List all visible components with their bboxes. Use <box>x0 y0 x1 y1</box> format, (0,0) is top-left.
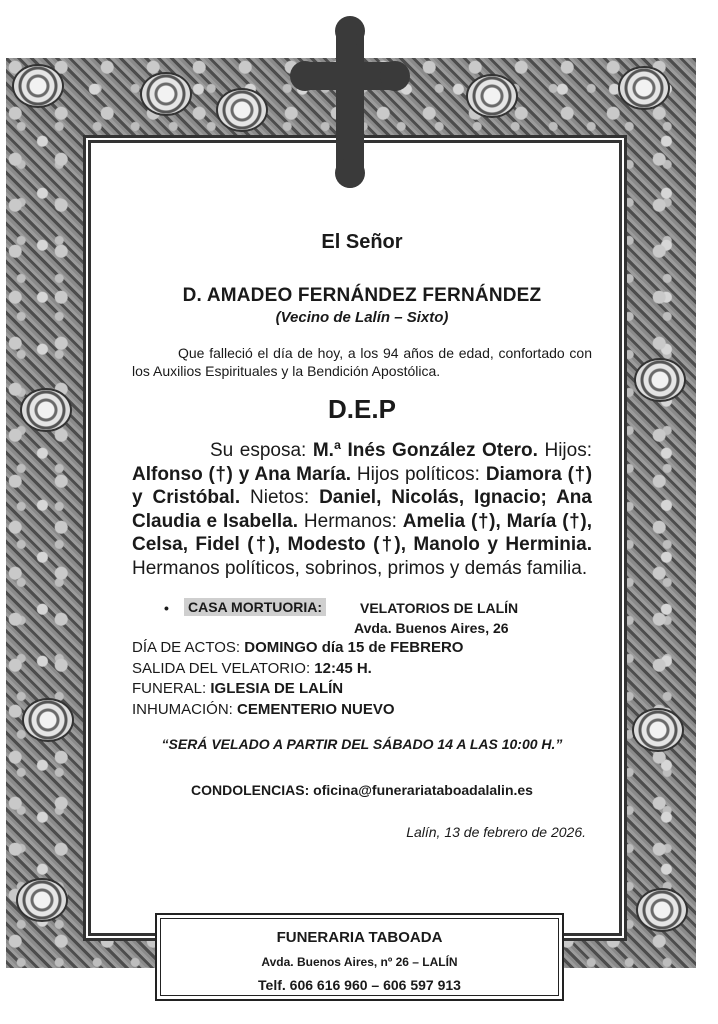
siblings-names: Amelia (†), María (†), Celsa, Fidel (†), Modesto (†), Manolo y Herminia. <box>132 510 592 555</box>
rose-ornament <box>466 74 518 118</box>
rose-ornament <box>216 88 268 132</box>
act-value: IGLESIA DE LALÍN <box>210 680 344 697</box>
rose-ornament <box>16 878 68 922</box>
act-row <box>132 700 592 721</box>
act-row <box>132 659 592 680</box>
rose-ornament <box>12 64 64 108</box>
casa-address: Avda. Buenos Aires, 26 <box>354 620 509 636</box>
wife-name: M.ª Inés González Otero. <box>312 440 538 461</box>
rose-ornament <box>634 358 686 402</box>
act-label: FUNERAL: <box>132 680 211 697</box>
notice-date: Lalín, 13 de febrero de 2026. <box>406 824 586 840</box>
bullet-icon: • <box>164 600 169 616</box>
rose-ornament <box>20 388 72 432</box>
heading: El Señor <box>321 231 403 253</box>
dep-heading: D.E.P <box>328 394 396 424</box>
siblings-label: Hermanos: <box>298 510 403 532</box>
funeral-home-phones: Telf. 606 616 960 – 606 597 913 <box>258 977 461 993</box>
rose-ornament <box>636 888 688 932</box>
condolences-label: CONDOLENCIAS: <box>191 782 314 798</box>
relatives-text: Hermanos políticos, sobrinos, primos y demás familia. <box>132 557 588 579</box>
act-row <box>132 679 592 700</box>
acts-list <box>132 638 592 720</box>
notice-content <box>132 225 592 840</box>
inlaws-names: Diamora (†) y Cristóbal. <box>132 463 593 508</box>
act-value: DOMINGO día 15 de FEBRERO <box>244 639 464 656</box>
act-label: INHUMACIÓN: <box>132 700 237 718</box>
funeral-home-address: Avda. Buenos Aires, nº 26 – LALÍN <box>261 955 458 969</box>
grandchildren-label: Nietos: <box>240 487 320 508</box>
grandchildren-names: Daniel, Nicolás, Ignacio; Ana Claudia e Isabella. <box>132 487 592 532</box>
casa-label: CASA MORTUORIA: <box>184 598 326 616</box>
act-value: 12:45 H. <box>314 659 372 677</box>
inlaws-label: Hijos políticos: <box>351 463 486 485</box>
act-label: SALIDA DEL VELATORIO: <box>132 659 315 677</box>
funeral-home-name: FUNERARIA TABOADA <box>276 929 443 946</box>
children-names: Alfonso (†) y Ana María. <box>132 463 352 485</box>
deceased-origin: (Vecino de Lalín – Sixto) <box>275 309 449 326</box>
family-list <box>132 439 592 580</box>
act-value: CEMENTERIO NUEVO <box>237 700 395 718</box>
act-row <box>132 638 592 659</box>
casa-value: VELATORIOS DE LALÍN <box>360 600 519 616</box>
condolences <box>132 782 592 798</box>
announcement-text: Que falleció el día de hoy, a los 94 años de edad, confortado con los Auxilios Espirituales y la Bendición Apostólica. <box>132 345 592 379</box>
rose-ornament <box>140 72 192 116</box>
wife-label: Su esposa: <box>210 440 313 461</box>
deceased-name: D. AMADEO FERNÁNDEZ FERNÁNDEZ <box>182 285 542 306</box>
children-label: Hijos: <box>544 440 592 461</box>
funeral-home-box <box>155 913 564 1001</box>
act-label: DÍA DE ACTOS: <box>132 639 245 656</box>
rose-ornament <box>632 708 684 752</box>
condolences-email[interactable]: oficina@funerariataboadalalin.es <box>313 782 533 798</box>
wake-notice: “SERÁ VELADO A PARTIR DEL SÁBADO 14 A LAS 10:00 H.” <box>161 736 563 752</box>
rose-ornament <box>22 698 74 742</box>
rose-ornament <box>618 66 670 110</box>
